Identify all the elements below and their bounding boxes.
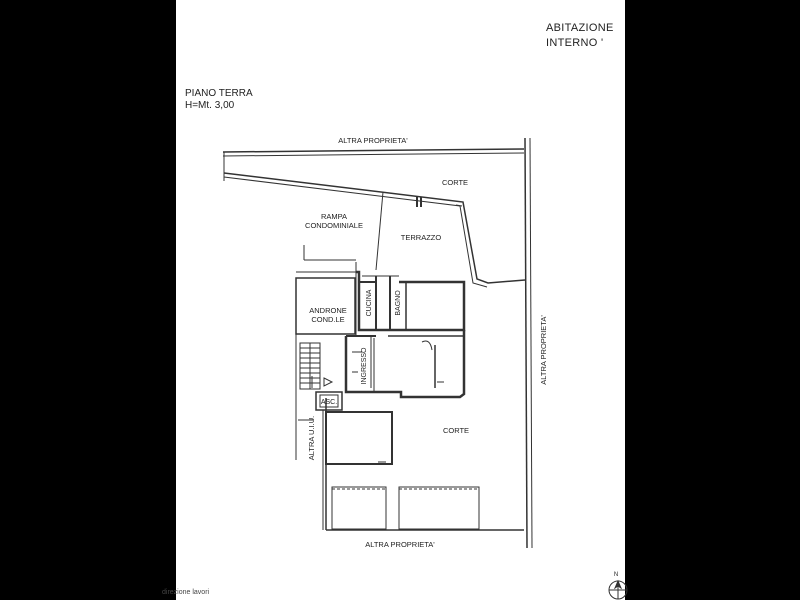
footer-text: direzione lavori [162,589,210,596]
parking-spaces [326,487,524,530]
compass-label: N [613,572,619,578]
compass-rose [609,581,627,599]
title-line-1: ABITAZIONE [546,22,614,34]
bottom-boundary-label: ALTRA PROPRIETA' [365,540,435,549]
staircase [300,343,320,389]
title-line-2: INTERNO ' [546,37,604,49]
rampa-label-line2: CONDOMINIALE [305,221,363,230]
top-boundary-line [223,149,524,156]
corte-wall [224,152,525,287]
floor-plan-drawing [176,0,625,600]
ingresso-label: INGRESSO [361,347,368,385]
androne-label-line1: ANDRONE [309,306,347,315]
floor-plan-sheet [162,0,625,600]
rampa-label-line1: RAMPA [320,212,348,221]
right-margin [625,0,800,600]
top-boundary-label: ALTRA PROPRIETA' [338,136,408,145]
left-boundary-label: ALTRA U.I.U. [307,415,316,461]
androne-label-line2: COND.LE [311,315,345,324]
left-margin [0,0,176,600]
terrazzo-divider [376,192,383,270]
androne-room [296,262,356,335]
asc-label: ASC. [320,399,338,406]
level-name: PIANO TERRA [185,88,253,99]
corte-bottom-label: CORTE [442,426,470,435]
right-boundary-line [525,138,532,548]
lower-room [326,412,392,464]
terrazzo-label: TERRAZZO [400,233,442,242]
cucina-label: CUCINA [366,289,373,317]
level-height: H=Mt. 3,00 [185,100,235,111]
right-boundary-label: ALTRA PROPRIETA' [539,315,548,385]
bagno-label: BAGNO [395,290,402,316]
corte-top-label: CORTE [441,178,469,187]
